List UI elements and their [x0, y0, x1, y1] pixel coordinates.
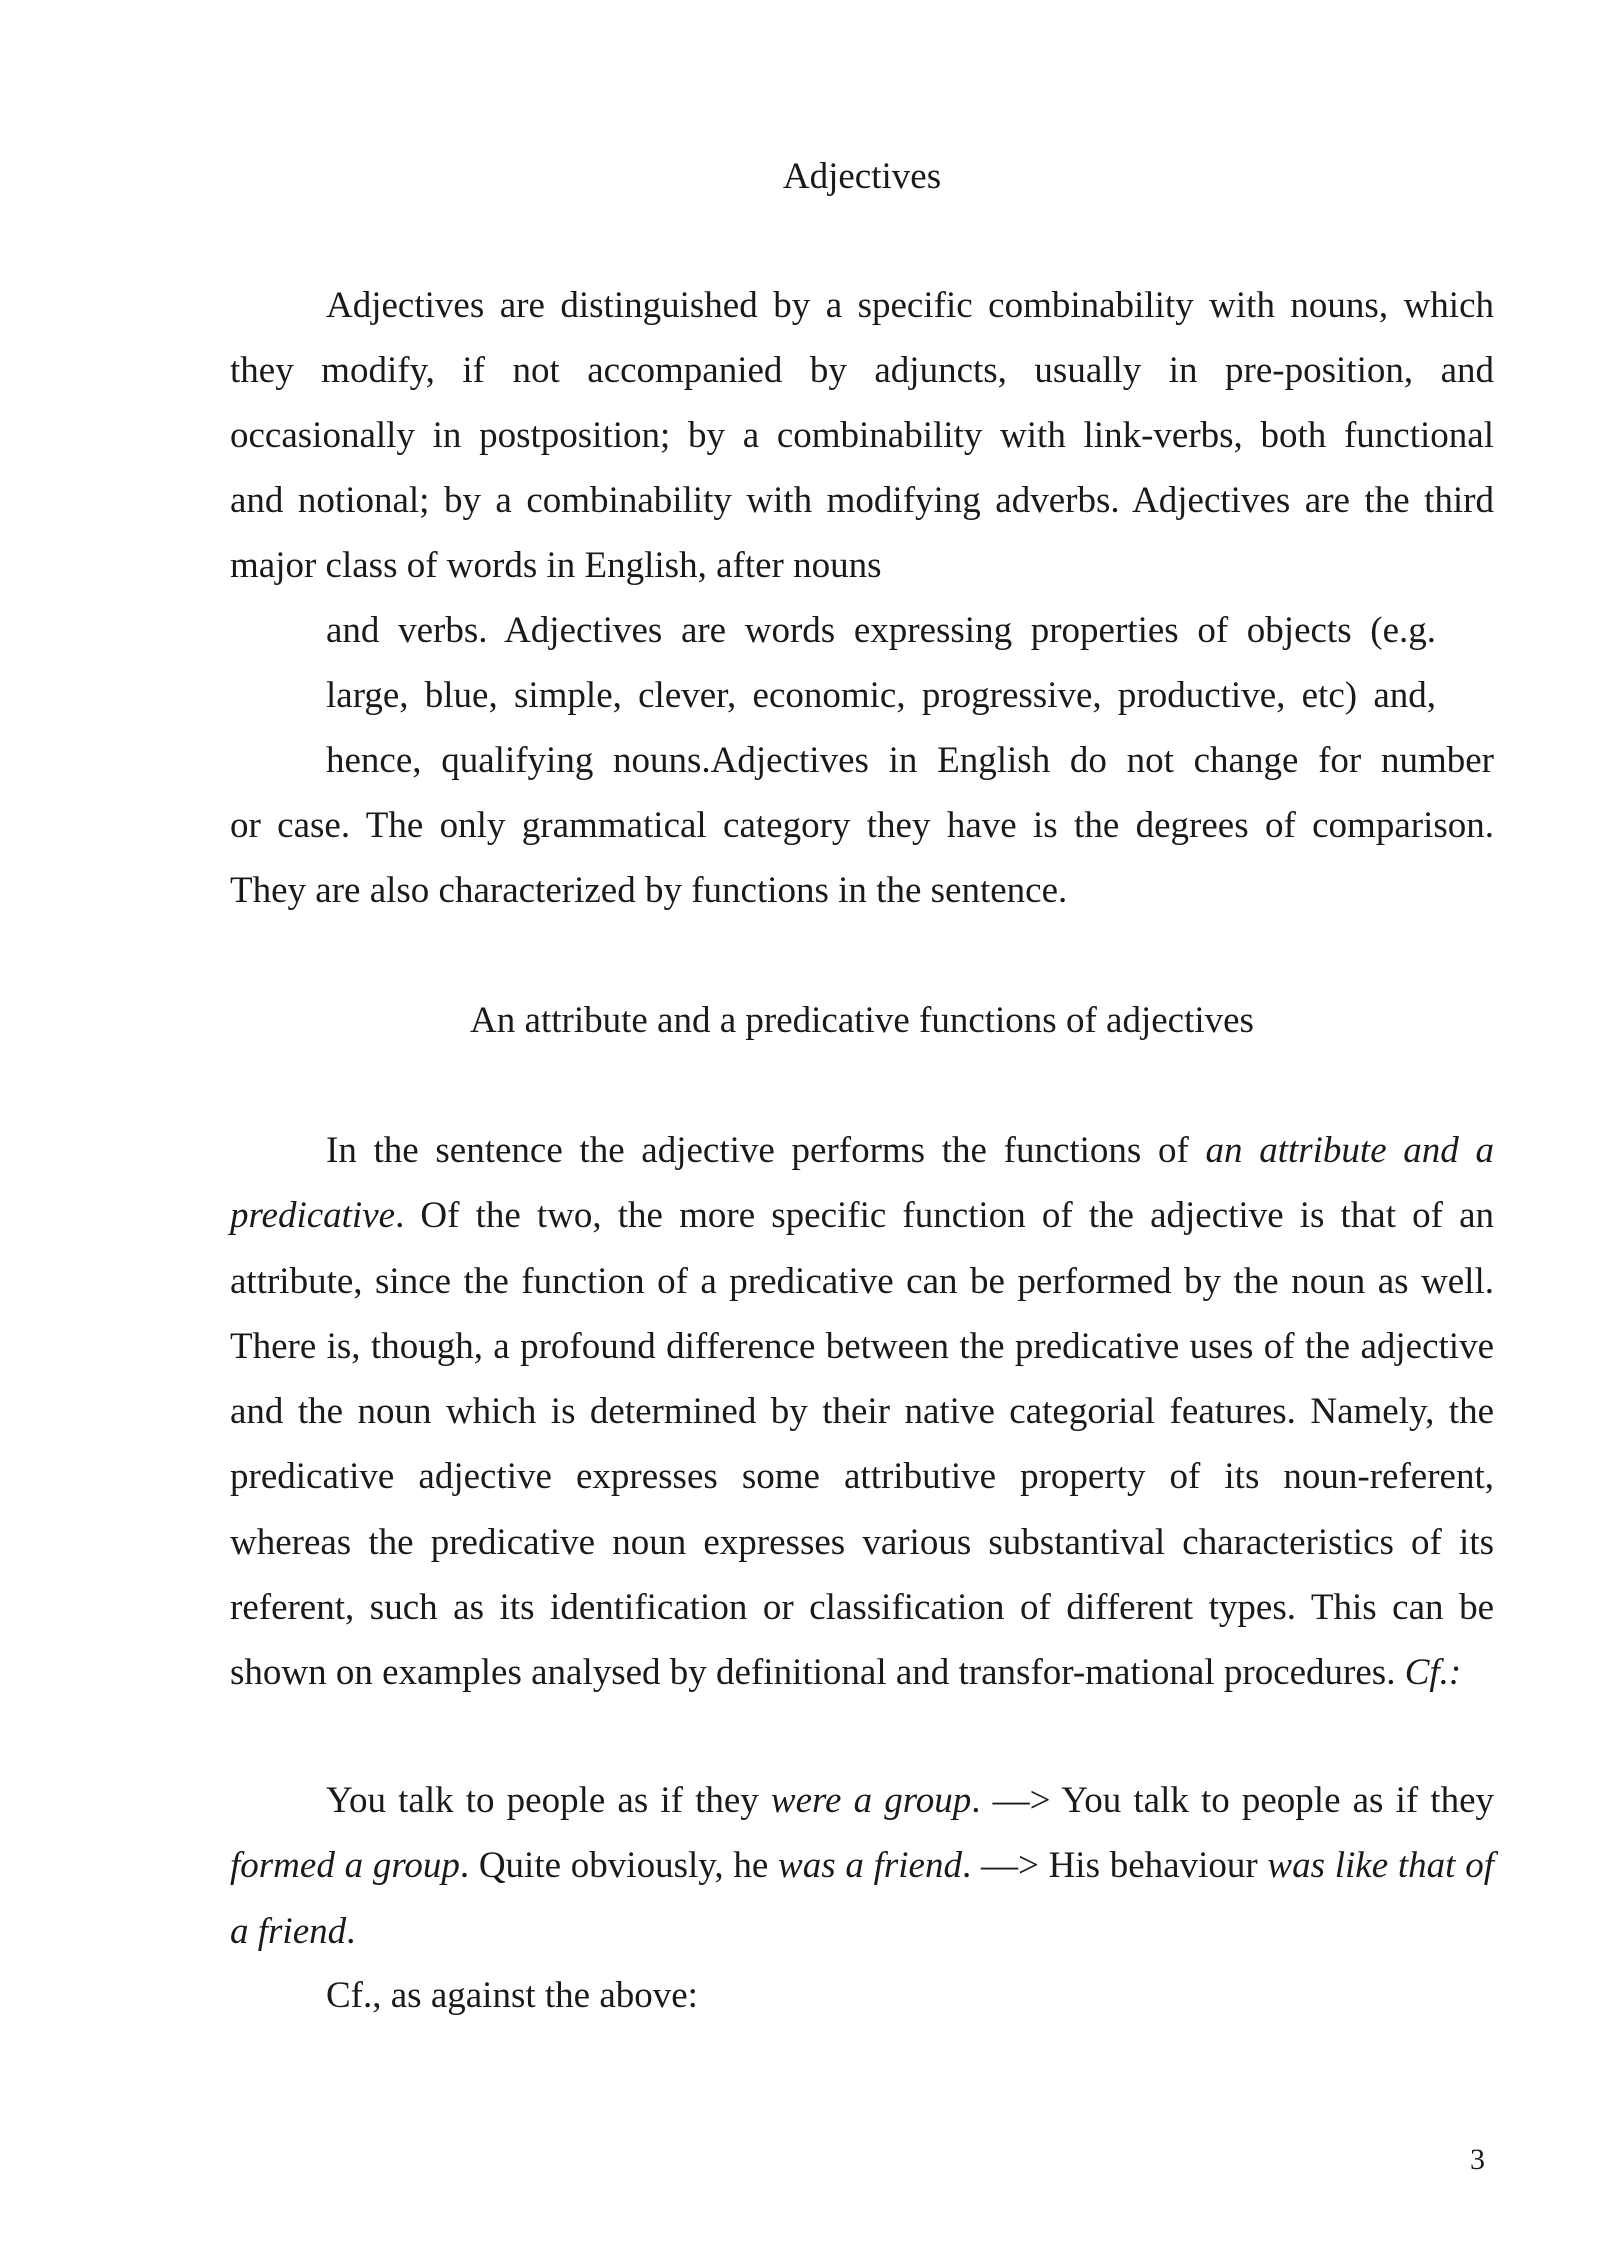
- text-line: [230, 338, 1494, 403]
- text-line: [230, 468, 1494, 533]
- line-text: occasionally in postposition; by a combinability with link-verbs, both functional: [230, 415, 1494, 456]
- page-title: Adjectives: [782, 156, 942, 197]
- page-number: 3: [1470, 2143, 1485, 2176]
- line-text: they modify, if not accompanied by adjuncts, usually in pre-position, and: [230, 350, 1494, 391]
- text-line: They are also characterized by functions in the sentence.: [230, 870, 1068, 911]
- emphasis-text: was like that of a friend: [230, 1845, 1494, 1952]
- text-line: [326, 728, 1494, 793]
- line-text: and notional; by a combinability with modifying adverbs. Adjectives are the third: [230, 480, 1494, 521]
- emphasis-text: was a friend: [778, 1845, 962, 1887]
- text-line: [326, 598, 1436, 663]
- paragraph-text: . —> You talk to people as if they: [971, 1780, 1494, 1821]
- paragraph-text: You talk to people as if they: [326, 1780, 771, 1821]
- text-line: major class of words in English, after nouns: [230, 545, 882, 586]
- text-line: Cf., as against the above:: [326, 1975, 698, 2016]
- paragraph-text: . —> His behaviour: [961, 1845, 1268, 1887]
- line-text: or case. The only grammatical category they have is the degrees of comparison.: [230, 805, 1494, 846]
- text-line: [326, 663, 1436, 728]
- emphasis-text: formed a group: [230, 1845, 460, 1887]
- text-line: [230, 793, 1494, 858]
- line-text: large, blue, simple, clever, economic, progressive, productive, etc) and,: [326, 675, 1436, 716]
- emphasis-text: an attribute and a predicative: [230, 1130, 1494, 1237]
- text-line: [326, 273, 1494, 338]
- line-text: hence, qualifying nouns.Adjectives in English do not change for number: [326, 740, 1494, 781]
- emphasis-text: were a group: [770, 1780, 972, 1821]
- text-line: [230, 403, 1494, 468]
- paragraph-text: . Of the two, the more specific function of the adjective is that of an attribute, since the function of a predicative can be performed by the noun as well. There is, though, a profound difference between the predicative uses of the adjective and the noun which is determined by their native categorial features. Namely, the predicative adjective expresses some attributive property of its noun-referent, whereas the predicative noun expresses various substantival characteristics of its referent, such as its identification or classification of different types. This can be shown on examples analysed by definitional and transfor-mational procedures.: [230, 1195, 1494, 1694]
- body-paragraph: [230, 1118, 1494, 1706]
- example-paragraph: [230, 1768, 1494, 1964]
- section-title: An attribute and a predicative functions of adjectives: [470, 1000, 1254, 1041]
- line-text: Adjectives are distinguished by a specific combinability with nouns, which: [326, 285, 1494, 326]
- paragraph-text: In the sentence the adjective performs the functions of: [326, 1130, 1206, 1171]
- paragraph-text: .: [346, 1910, 356, 1952]
- line-text: and verbs. Adjectives are words expressing properties of objects (e.g.: [326, 610, 1436, 651]
- emphasis-text: Cf.:: [1404, 1652, 1462, 1694]
- paragraph-text: . Quite obviously, he: [459, 1845, 779, 1887]
